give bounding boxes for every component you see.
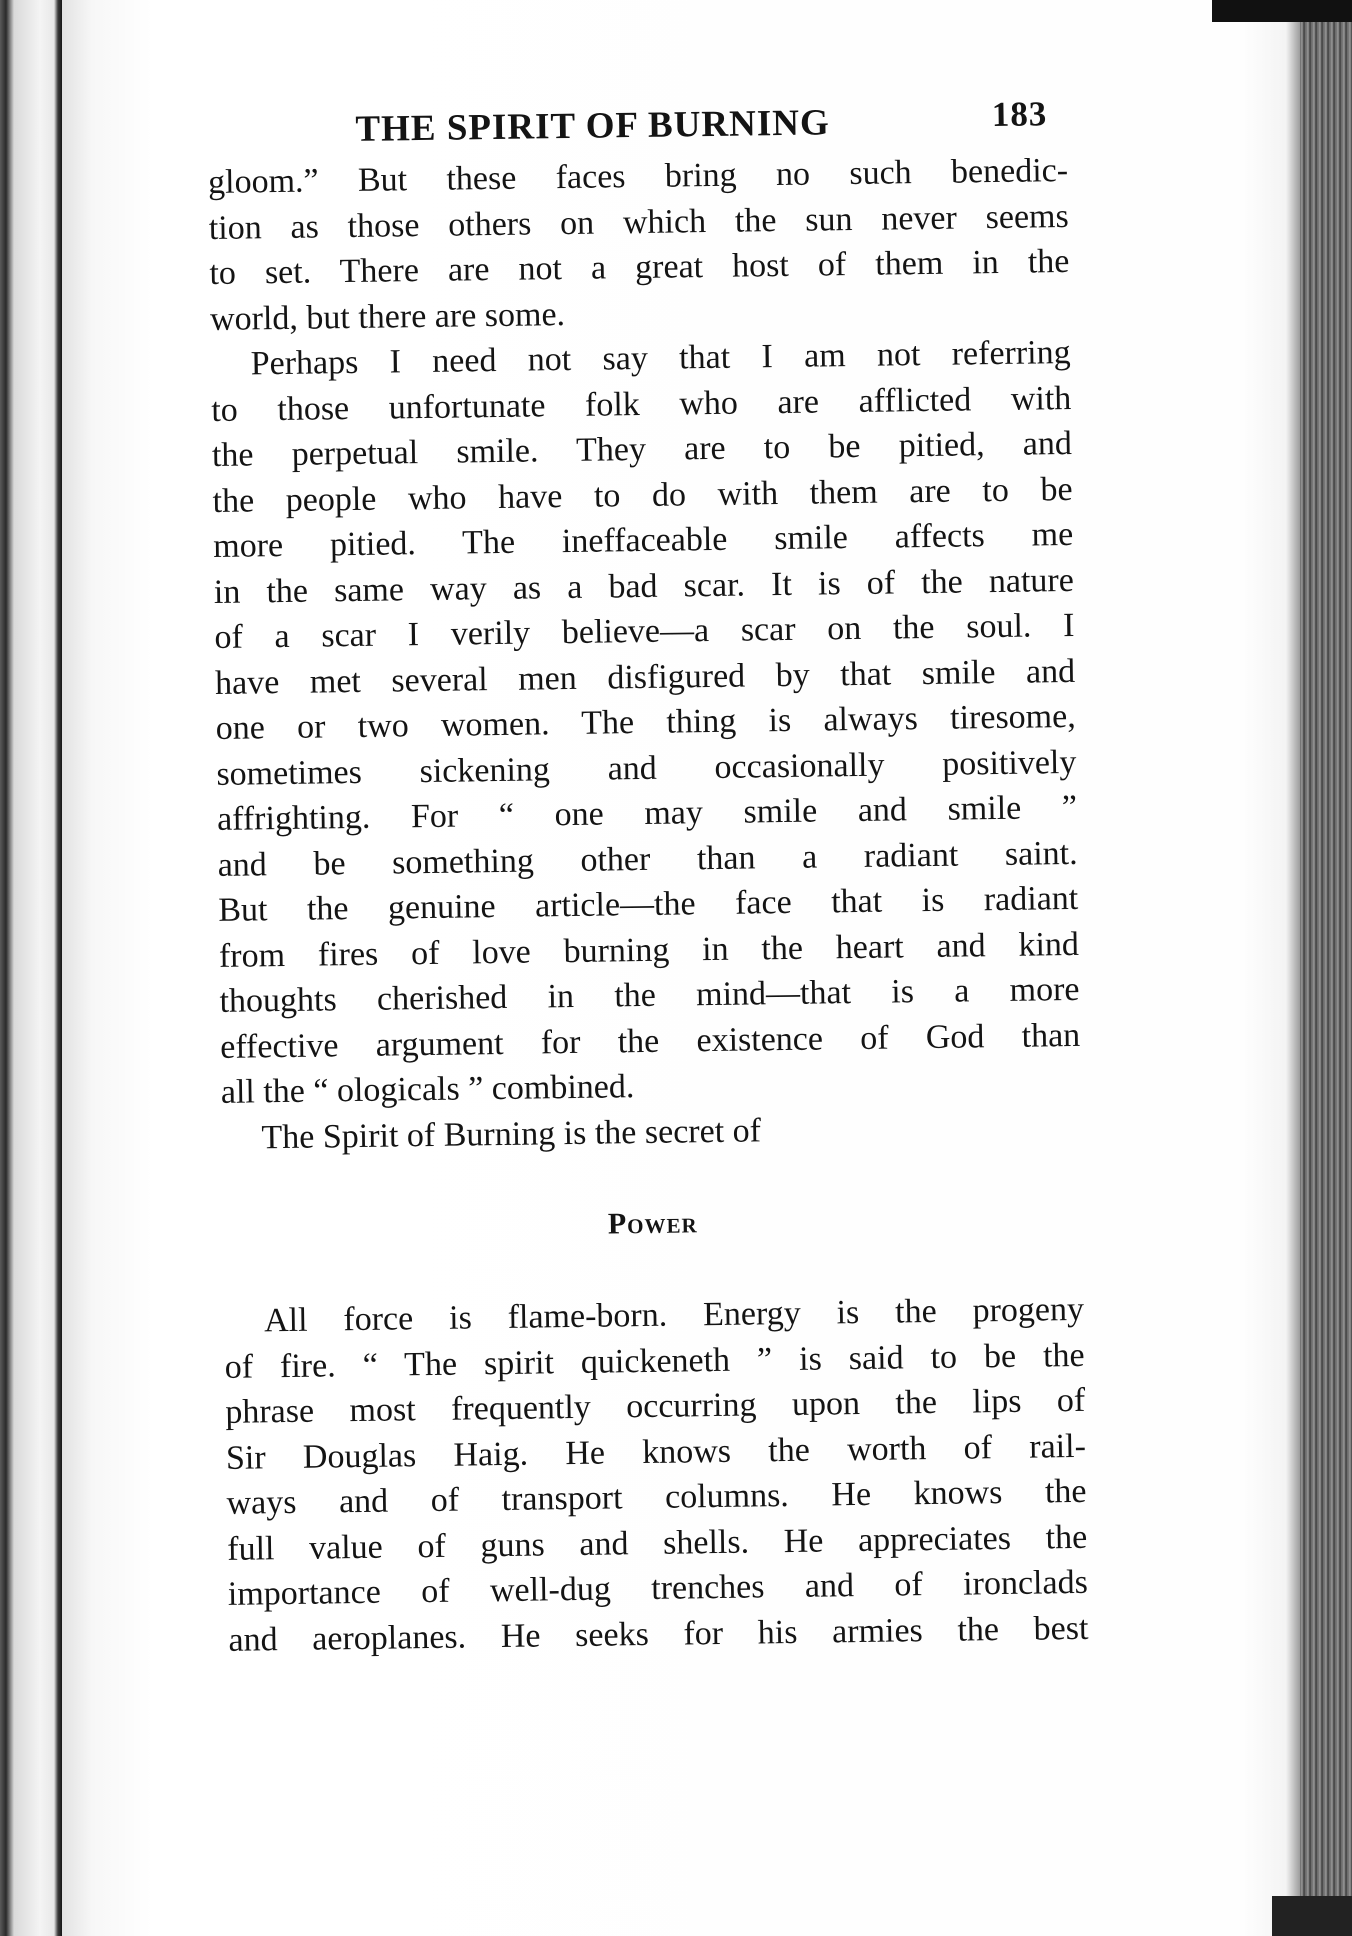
page-stack-edge bbox=[1300, 0, 1352, 1936]
text-line: of a scar I verily believe—a scar on the soul. I bbox=[214, 606, 1075, 656]
text-line: effective argument for the existence of God than bbox=[219, 1016, 1081, 1066]
paragraph-2 bbox=[210, 330, 1081, 1115]
scan-border bbox=[1212, 0, 1352, 22]
text-line: all the “ ologicals ” combined. bbox=[220, 1068, 635, 1111]
text-line: importance of well-dug trenches and of ironclads bbox=[227, 1563, 1089, 1613]
text-line: and aeroplanes. He seeks for his armies the best bbox=[228, 1609, 1089, 1659]
text-line: in the same way as a bad scar. It is of the nature bbox=[213, 561, 1075, 611]
text-line: tion as those others on which the sun never seems bbox=[208, 197, 1069, 247]
running-head bbox=[207, 88, 1068, 160]
text-line: thoughts cherished in the mind—that is a more bbox=[219, 970, 1080, 1020]
text-line: The Spirit of Burning is the secret of bbox=[261, 1111, 762, 1156]
text-line: to those unfortunate folk who are afflicted with bbox=[211, 379, 1072, 429]
running-head-title: THE SPIRIT OF BURNING bbox=[355, 102, 831, 150]
page-gutter-shadow bbox=[1286, 0, 1300, 1936]
section-heading: Power bbox=[607, 1206, 698, 1241]
text-line: full value of guns and shells. He appreciates the bbox=[226, 1518, 1088, 1568]
scan-border-bottom bbox=[1272, 1896, 1352, 1936]
text-line: from fires of love burning in the heart and kind bbox=[218, 925, 1080, 975]
page-number: 183 bbox=[991, 94, 1048, 135]
text-line: affrighting. For “ one may smile and smile ” bbox=[216, 788, 1078, 838]
text-line: more pitied. The ineffaceable smile affects me bbox=[212, 515, 1074, 565]
text-line: phrase most frequently occurring upon the lips of bbox=[225, 1381, 1086, 1431]
text-line: the people who have to do with them are to be bbox=[212, 470, 1073, 520]
text-line: have met several men disfigured by that smile and bbox=[214, 652, 1076, 702]
paragraph-1 bbox=[208, 148, 1070, 342]
text-line: Perhaps I need not say that I am not referring bbox=[250, 333, 1071, 383]
text-line: one or two women. The thing is always tiresome, bbox=[215, 697, 1076, 747]
text-line: the perpetual smile. They are to be pitied, and bbox=[211, 424, 1073, 474]
text-line: to set. There are not a great host of them in the bbox=[209, 242, 1070, 292]
text-line: of fire. “ The spirit quickeneth ” is said to be the bbox=[224, 1336, 1085, 1386]
text-line: sometimes sickening and occasionally positively bbox=[216, 743, 1077, 793]
text-line: world, but there are some. bbox=[209, 295, 566, 338]
page-text bbox=[207, 88, 1089, 1663]
text-line: All force is flame-born. Energy is the progeny bbox=[263, 1290, 1085, 1340]
text-line: and be something other than a radiant saint. bbox=[217, 834, 1078, 884]
section-paragraph bbox=[224, 1287, 1089, 1663]
text-line: Sir Douglas Haig. He knows the worth of rail- bbox=[225, 1427, 1087, 1477]
text-line: gloom.” But these faces bring no such benedic- bbox=[207, 151, 1069, 201]
text-line: But the genuine article—the face that is radiant bbox=[218, 879, 1079, 929]
text-line: ways and of transport columns. He knows the bbox=[226, 1472, 1087, 1522]
facing-page-edge bbox=[0, 0, 62, 1936]
